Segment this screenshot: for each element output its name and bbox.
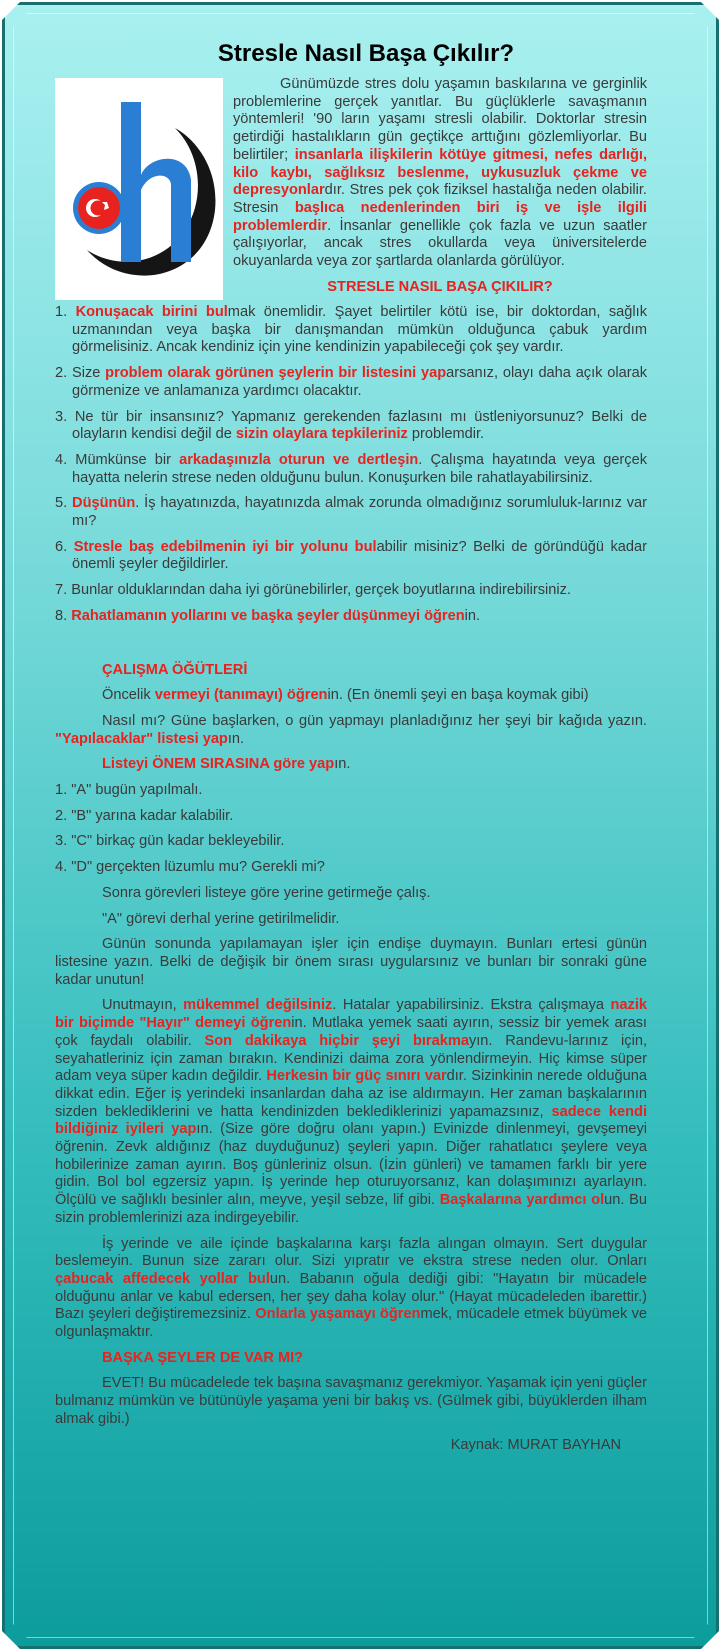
list-item: 2. Size problem olarak görünen şeylerin bir listesini yaparsanız, olayı daha açık olarak görmenize ve anlamanıza yardımcı olacaktır.	[55, 365, 647, 399]
list-item: 1. Konuşacak birini bulmak önemlidir. Şayet belirtiler kötü ise, bir doktordan, sağlık uzmanından veya başka bir danışmandan mümkün olduğunca çabuk yardım görmelisiniz. Ancak kendiniz için yine kendinizin yapabileceği çok şey vardır.	[55, 304, 647, 356]
list-item: 4. "D" gerçekten lüzumlu mu? Gerekli mi?	[55, 859, 325, 876]
intro-highlight-2: başlıca nedenlerinden biri iş ve işle ilgili problemlerdir	[233, 199, 647, 234]
work-paragraph-7: Unutmayın, mükemmel değilsiniz. Hatalar yapabilirsiniz. Ekstra çalışmaya nazik bir biçimde "Hayır" demeyi öğrenin. Mutlaka yemek saati ayırın, sessiz bir yemek arası çok faydalı olabilir. Son dakikaya hiçbir şeyi bırakmayın. Randevu-larınız için, seyahatleriniz için zaman bırakın. Kendinizi daima zora yönlendirmeyin. Hiç kimse süper adam veya süper kadın değildir. Herkesin bir güç sınırı vardır. Sizinkinin nerede olduğuna dikkat edin. Eğer iş yerindeki insanlardan daha az ise aldırmayın. Her zaman başkalarının sizden beklediklerini ve hatta kendinizden beklediklerinizi yapamazsınız, sadece kendi bildiğiniz iyileri yapın. (Size göre doğru olanı yapın.) Evinizde dinlenmeyi, gevşemeyi öğrenin. Zevk aldığınız (haz duyduğunuz) şeyleri yapın. Diğer rahatlatıcı şeylere veya hobilerinize zaman ayırın. Boş günleriniz olsun. (İzin günleri) ve tamamen farklı bir yere gidin. Bol bol egzersiz yapın. İş yerinde hep oturuyorsanız, kan dolaşımınızı ayarlayın. Ölçülü ve sağlıklı besinler alın, meyve, yeşil sebze, lif gibi. Başkalarına yardımcı olun. Bu sizin problemlerinizi aza indirgeyebilir.	[55, 997, 648, 1226]
more-paragraph: EVET! Bu mücadelede tek başına savaşmanız gerekmiyor. Yaşamak için yeni güçler bulmanız mümkün ve bütünüyle yaşama yeni bir bakış vs. (Gülmek gibi, büyüklerden ilham almak gibi.)	[55, 1375, 647, 1427]
section-heading-more: BAŞKA ŞEYLER DE VAR MI?	[102, 1349, 304, 1366]
intro-text-1: Günümüzde stres dolu yaşamın baskılarına ve gerginlik problemlerine gerçek yanıtlar. Bu güçlüklerle savaşmanın yöntemleri! '90 ların yaşamı stresli olabilir. Doktorlar stresin getirdiği hastalıkların gün geçtikçe arttığını gözlemliyorlar. Bu belirtiler;	[233, 76, 647, 163]
work-paragraph-1: Öncelik vermeyi (tanımayı) öğrenin. (En önemli şeyi en başa koymak gibi)	[102, 687, 589, 704]
list-item: 3. Ne tür bir insansınız? Yapmanız gerekenden fazlasını mı üstleniyorsunuz? Belki de olayların kendisi değil de sizin olaylara tepkileriniz problemdir.	[55, 408, 647, 443]
work-paragraph-8: İş yerinde ve aile içinde başkalarına karşı fazla alıngan olmayın. Sert duygular beslemeyin. Bunun size zararı olur. Sizi yıpratır ve ekstra strese neden olur. Onları çabucak affedecek yollar bulun. Babanın oğula dediği gibi: "Hayatın bir mücadele olduğunu anlar ve kabul edersen, her şey daha kolay olur." (Hayat mücadeleden ibarettir.) Bazı şeyleri değiştiremezsiniz. Onlarla yaşamayı öğrenmek, mücadele etmek büyümek ve olgunlaşmaktır.	[55, 1235, 647, 1341]
list-item: 6. Stresle baş edebilmenin iyi bir yolunu bulabilir misiniz? Belki de göründüğü kadar önemli şeyler değildirler.	[55, 538, 647, 573]
work-paragraph-3: Listeyi ÖNEM SIRASINA göre yapın.	[102, 756, 351, 773]
list-item: 5. Düşünün. İş hayatınızda, hayatınızda almak zorunda olmadığınız sorumluluk-larınız var mı?	[55, 495, 647, 530]
work-paragraph-4: Sonra görevleri listeye göre yerine getirmeğe çalış.	[102, 884, 431, 901]
steps-list	[55, 304, 647, 626]
list-item: 8. Rahatlamanın yollarını ve başka şeyler düşünmeyi öğrenin.	[55, 607, 481, 624]
section-heading-how: STRESLE NASIL BAŞA ÇIKILIR?	[327, 278, 553, 295]
list-item: 7. Bunlar olduklarından daha iyi görünebilirler, gerçek boyutlarına indirebilirsiniz.	[55, 582, 571, 599]
intro-text-2: dır. Stres pek çok fiziksel hastalığa neden olabilir. Stresin	[233, 182, 647, 216]
work-paragraph-6: Günün sonunda yapılamayan işler için endişe duymayın. Bunları ertesi günün listesine yazın. Belki de değişik bir önem sırası uygularsınız ve bunları bir sonraki güne kadar unutun!	[55, 936, 647, 988]
oh-turkish-flag-logo-icon	[57, 80, 221, 298]
intro-highlight-1: insanlarla ilişkilerin kötüye gitmesi, nefes darlığı, kilo kaybı, sağlıksız beslenme, uykusuzluk çekme ve depresyonlar	[233, 146, 647, 199]
list-item: 2. "B" yarına kadar kalabilir.	[55, 807, 234, 824]
page-title: Stresle Nasıl Başa Çıkılır?	[217, 40, 515, 67]
list-item: 1. "A" bugün yapılmalı.	[55, 782, 203, 799]
article	[55, 40, 647, 1454]
logo	[55, 78, 223, 300]
list-item: 4. Mümkünse bir arkadaşınızla oturun ve dertleşin. Çalışma hayatında veya gerçek hayatta nelerin strese neden olduğunu bulun. Konuşurken bile rahatlayabilirsiniz.	[55, 451, 648, 486]
list-item: 3. "C" birkaç gün kadar bekleyebilir.	[55, 833, 285, 850]
section-heading-work: ÇALIŞMA ÖĞÜTLERİ	[102, 661, 248, 678]
work-paragraph-2: Nasıl mı? Güne başlarken, o gün yapmayı planladığınız her şeyi bir kağıda yazın. "Yapılacaklar" listesi yapın.	[55, 712, 647, 747]
source-credit: Kaynak: MURAT BAYHAN	[450, 1436, 621, 1453]
work-paragraph-5: "A" görevi derhal yerine getirilmelidir.	[102, 910, 340, 927]
intro-text-3: . İnsanlar genellikle çok fazla ve uzun saatler çalışıyorlar, ancak stres okullarda veya üniversitelerde okuyanlarda veya zor şartlarda olanlarda görülüyor.	[233, 217, 647, 270]
